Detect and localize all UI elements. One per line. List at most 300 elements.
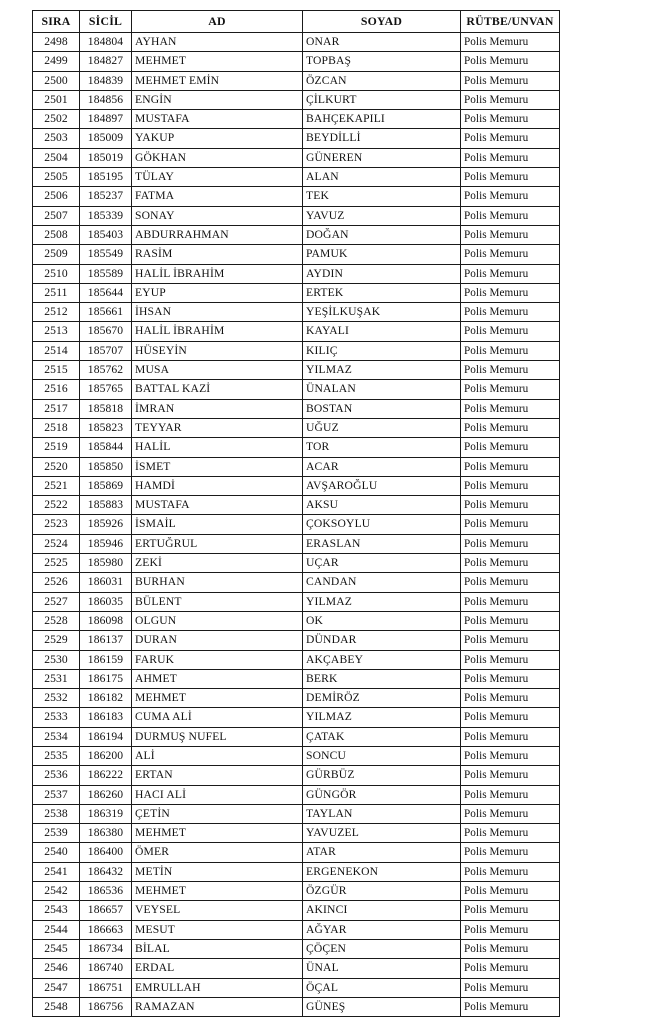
cell-rutbe: Polis Memuru	[461, 129, 560, 148]
table-row	[33, 206, 560, 225]
cell-rutbe: Polis Memuru	[461, 361, 560, 380]
cell-sicil: 186159	[80, 650, 132, 669]
cell-sira: 2518	[33, 418, 80, 437]
cell-rutbe: Polis Memuru	[461, 148, 560, 167]
roster-table-container	[32, 10, 559, 1017]
cell-ad: RAMAZAN	[132, 997, 303, 1016]
cell-sicil: 186756	[80, 997, 132, 1016]
cell-soyad: ÇÖÇEN	[303, 939, 461, 958]
cell-ad: DURMUŞ NUFEL	[132, 727, 303, 746]
cell-soyad: TOR	[303, 438, 461, 457]
cell-sicil: 185883	[80, 496, 132, 515]
table-row	[33, 52, 560, 71]
cell-soyad: AYDIN	[303, 264, 461, 283]
table-row	[33, 187, 560, 206]
cell-soyad: ÇOKSOYLU	[303, 515, 461, 534]
table-row	[33, 554, 560, 573]
cell-ad: ABDURRAHMAN	[132, 225, 303, 244]
cell-sicil: 186319	[80, 804, 132, 823]
cell-ad: AHMET	[132, 669, 303, 688]
table-header	[33, 11, 560, 33]
cell-sira: 2531	[33, 669, 80, 688]
cell-rutbe: Polis Memuru	[461, 554, 560, 573]
table-row	[33, 438, 560, 457]
cell-rutbe: Polis Memuru	[461, 283, 560, 302]
table-row	[33, 264, 560, 283]
cell-sicil: 185818	[80, 399, 132, 418]
cell-rutbe: Polis Memuru	[461, 438, 560, 457]
cell-sira: 2538	[33, 804, 80, 823]
table-row	[33, 611, 560, 630]
cell-rutbe: Polis Memuru	[461, 187, 560, 206]
cell-sira: 2501	[33, 90, 80, 109]
cell-rutbe: Polis Memuru	[461, 399, 560, 418]
table-row	[33, 341, 560, 360]
cell-sicil: 186380	[80, 824, 132, 843]
cell-sira: 2543	[33, 901, 80, 920]
table-row	[33, 90, 560, 109]
cell-soyad: AĞYAR	[303, 920, 461, 939]
cell-sicil: 186536	[80, 882, 132, 901]
cell-soyad: YEŞİLKUŞAK	[303, 303, 461, 322]
cell-sicil: 185980	[80, 554, 132, 573]
cell-sira: 2530	[33, 650, 80, 669]
table-row	[33, 283, 560, 302]
table-row	[33, 862, 560, 881]
cell-ad: EMRULLAH	[132, 978, 303, 997]
cell-soyad: KILIÇ	[303, 341, 461, 360]
cell-soyad: BAHÇEKAPILI	[303, 110, 461, 129]
cell-rutbe: Polis Memuru	[461, 804, 560, 823]
table-row	[33, 245, 560, 264]
table-row	[33, 496, 560, 515]
cell-rutbe: Polis Memuru	[461, 573, 560, 592]
cell-rutbe: Polis Memuru	[461, 496, 560, 515]
cell-soyad: YILMAZ	[303, 361, 461, 380]
cell-rutbe: Polis Memuru	[461, 90, 560, 109]
cell-sira: 2517	[33, 399, 80, 418]
cell-sicil: 185237	[80, 187, 132, 206]
cell-sira: 2512	[33, 303, 80, 322]
cell-ad: HALİL İBRAHİM	[132, 322, 303, 341]
column-header-ad: AD	[132, 11, 303, 33]
table-row	[33, 322, 560, 341]
table-row	[33, 418, 560, 437]
cell-sira: 2519	[33, 438, 80, 457]
cell-rutbe: Polis Memuru	[461, 689, 560, 708]
cell-sira: 2522	[33, 496, 80, 515]
cell-ad: TEYYAR	[132, 418, 303, 437]
table-row	[33, 920, 560, 939]
header-row	[33, 11, 560, 33]
column-header-soyad: SOYAD	[303, 11, 461, 33]
table-row	[33, 804, 560, 823]
cell-soyad: DEMİRÖZ	[303, 689, 461, 708]
cell-sicil: 184827	[80, 52, 132, 71]
cell-soyad: ÜNALAN	[303, 380, 461, 399]
cell-rutbe: Polis Memuru	[461, 939, 560, 958]
cell-ad: ÇETİN	[132, 804, 303, 823]
table-row	[33, 168, 560, 187]
cell-rutbe: Polis Memuru	[461, 303, 560, 322]
table-row	[33, 361, 560, 380]
cell-sicil: 185661	[80, 303, 132, 322]
cell-sira: 2515	[33, 361, 80, 380]
cell-rutbe: Polis Memuru	[461, 746, 560, 765]
table-row	[33, 380, 560, 399]
table-row	[33, 708, 560, 727]
cell-soyad: ERASLAN	[303, 534, 461, 553]
cell-sicil: 186182	[80, 689, 132, 708]
cell-sicil: 186200	[80, 746, 132, 765]
cell-rutbe: Polis Memuru	[461, 515, 560, 534]
cell-ad: HALİL İBRAHİM	[132, 264, 303, 283]
cell-rutbe: Polis Memuru	[461, 457, 560, 476]
cell-sira: 2503	[33, 129, 80, 148]
cell-sicil: 184897	[80, 110, 132, 129]
cell-rutbe: Polis Memuru	[461, 322, 560, 341]
cell-sicil: 185844	[80, 438, 132, 457]
cell-ad: BATTAL KAZİ	[132, 380, 303, 399]
table-row	[33, 71, 560, 90]
table-row	[33, 534, 560, 553]
cell-ad: AYHAN	[132, 33, 303, 52]
cell-sicil: 184804	[80, 33, 132, 52]
cell-ad: ÖMER	[132, 843, 303, 862]
cell-ad: ERDAL	[132, 959, 303, 978]
cell-sicil: 184856	[80, 90, 132, 109]
cell-ad: ERTAN	[132, 766, 303, 785]
cell-sira: 2532	[33, 689, 80, 708]
cell-rutbe: Polis Memuru	[461, 959, 560, 978]
cell-sira: 2525	[33, 554, 80, 573]
cell-sira: 2545	[33, 939, 80, 958]
cell-ad: METİN	[132, 862, 303, 881]
cell-rutbe: Polis Memuru	[461, 766, 560, 785]
cell-ad: MUSA	[132, 361, 303, 380]
cell-soyad: YILMAZ	[303, 708, 461, 727]
cell-sira: 2499	[33, 52, 80, 71]
cell-ad: MEHMET	[132, 882, 303, 901]
table-row	[33, 882, 560, 901]
cell-sira: 2546	[33, 959, 80, 978]
column-header-rutbe: RÜTBE/UNVAN	[461, 11, 560, 33]
cell-sicil: 185019	[80, 148, 132, 167]
cell-sicil: 184839	[80, 71, 132, 90]
cell-soyad: UĞUZ	[303, 418, 461, 437]
cell-sira: 2544	[33, 920, 80, 939]
cell-rutbe: Polis Memuru	[461, 882, 560, 901]
cell-sicil: 185549	[80, 245, 132, 264]
cell-soyad: ALAN	[303, 168, 461, 187]
table-row	[33, 592, 560, 611]
cell-soyad: ÜNAL	[303, 959, 461, 978]
cell-rutbe: Polis Memuru	[461, 71, 560, 90]
cell-rutbe: Polis Memuru	[461, 650, 560, 669]
cell-rutbe: Polis Memuru	[461, 168, 560, 187]
cell-sira: 2528	[33, 611, 80, 630]
cell-ad: RASİM	[132, 245, 303, 264]
cell-sicil: 185589	[80, 264, 132, 283]
cell-rutbe: Polis Memuru	[461, 418, 560, 437]
cell-ad: VEYSEL	[132, 901, 303, 920]
table-body	[33, 33, 560, 1017]
cell-sira: 2506	[33, 187, 80, 206]
cell-sicil: 185869	[80, 476, 132, 495]
cell-sicil: 186260	[80, 785, 132, 804]
cell-sicil: 186183	[80, 708, 132, 727]
column-header-sicil: SİCİL	[80, 11, 132, 33]
cell-sira: 2542	[33, 882, 80, 901]
cell-sicil: 186734	[80, 939, 132, 958]
cell-soyad: OK	[303, 611, 461, 630]
cell-rutbe: Polis Memuru	[461, 669, 560, 688]
cell-sicil: 186098	[80, 611, 132, 630]
cell-rutbe: Polis Memuru	[461, 611, 560, 630]
table-row	[33, 766, 560, 785]
cell-sira: 2534	[33, 727, 80, 746]
cell-rutbe: Polis Memuru	[461, 824, 560, 843]
cell-ad: İHSAN	[132, 303, 303, 322]
cell-ad: YAKUP	[132, 129, 303, 148]
table-row	[33, 573, 560, 592]
table-row	[33, 148, 560, 167]
cell-soyad: ACAR	[303, 457, 461, 476]
cell-ad: MESUT	[132, 920, 303, 939]
cell-sira: 2509	[33, 245, 80, 264]
cell-sicil: 185823	[80, 418, 132, 437]
cell-ad: İMRAN	[132, 399, 303, 418]
cell-rutbe: Polis Memuru	[461, 920, 560, 939]
table-row	[33, 785, 560, 804]
table-row	[33, 303, 560, 322]
table-row	[33, 33, 560, 52]
cell-sira: 2516	[33, 380, 80, 399]
cell-soyad: SONCU	[303, 746, 461, 765]
cell-sicil: 186031	[80, 573, 132, 592]
cell-soyad: BOSTAN	[303, 399, 461, 418]
cell-sicil: 185009	[80, 129, 132, 148]
cell-soyad: PAMUK	[303, 245, 461, 264]
cell-ad: HACI ALİ	[132, 785, 303, 804]
cell-sira: 2529	[33, 631, 80, 650]
cell-rutbe: Polis Memuru	[461, 631, 560, 650]
cell-rutbe: Polis Memuru	[461, 225, 560, 244]
table-row	[33, 515, 560, 534]
cell-soyad: AKSU	[303, 496, 461, 515]
cell-sicil: 185926	[80, 515, 132, 534]
cell-sira: 2523	[33, 515, 80, 534]
cell-sicil: 185403	[80, 225, 132, 244]
cell-sira: 2533	[33, 708, 80, 727]
table-row	[33, 959, 560, 978]
cell-sicil: 186137	[80, 631, 132, 650]
cell-ad: FARUK	[132, 650, 303, 669]
cell-sira: 2541	[33, 862, 80, 881]
table-row	[33, 399, 560, 418]
cell-soyad: YAVUZ	[303, 206, 461, 225]
table-row	[33, 901, 560, 920]
cell-sira: 2505	[33, 168, 80, 187]
cell-ad: BURHAN	[132, 573, 303, 592]
table-row	[33, 631, 560, 650]
cell-soyad: YAVUZEL	[303, 824, 461, 843]
table-row	[33, 843, 560, 862]
cell-ad: MEHMET	[132, 52, 303, 71]
cell-rutbe: Polis Memuru	[461, 380, 560, 399]
column-header-sira: SIRA	[33, 11, 80, 33]
table-row	[33, 110, 560, 129]
cell-sira: 2535	[33, 746, 80, 765]
cell-ad: SONAY	[132, 206, 303, 225]
table-row	[33, 650, 560, 669]
cell-sicil: 186740	[80, 959, 132, 978]
cell-soyad: ÇATAK	[303, 727, 461, 746]
cell-ad: MEHMET EMİN	[132, 71, 303, 90]
cell-sicil: 185850	[80, 457, 132, 476]
cell-sira: 2507	[33, 206, 80, 225]
cell-sira: 2526	[33, 573, 80, 592]
cell-sira: 2511	[33, 283, 80, 302]
cell-sicil: 186400	[80, 843, 132, 862]
table-row	[33, 225, 560, 244]
cell-sira: 2547	[33, 978, 80, 997]
cell-ad: HÜSEYİN	[132, 341, 303, 360]
cell-soyad: AKÇABEY	[303, 650, 461, 669]
cell-ad: EYUP	[132, 283, 303, 302]
cell-ad: İSMET	[132, 457, 303, 476]
cell-rutbe: Polis Memuru	[461, 534, 560, 553]
cell-ad: MUSTAFA	[132, 496, 303, 515]
cell-rutbe: Polis Memuru	[461, 843, 560, 862]
cell-soyad: AKINCI	[303, 901, 461, 920]
cell-sicil: 186035	[80, 592, 132, 611]
cell-ad: ALİ	[132, 746, 303, 765]
cell-soyad: ÖZGÜR	[303, 882, 461, 901]
cell-rutbe: Polis Memuru	[461, 785, 560, 804]
cell-sicil: 186657	[80, 901, 132, 920]
table-row	[33, 939, 560, 958]
cell-sira: 2524	[33, 534, 80, 553]
cell-sira: 2498	[33, 33, 80, 52]
cell-sicil: 185762	[80, 361, 132, 380]
cell-ad: FATMA	[132, 187, 303, 206]
cell-soyad: TEK	[303, 187, 461, 206]
cell-soyad: UÇAR	[303, 554, 461, 573]
cell-rutbe: Polis Memuru	[461, 110, 560, 129]
cell-soyad: GÜNGÖR	[303, 785, 461, 804]
cell-sira: 2500	[33, 71, 80, 90]
cell-rutbe: Polis Memuru	[461, 341, 560, 360]
cell-soyad: ERTEK	[303, 283, 461, 302]
cell-sicil: 185946	[80, 534, 132, 553]
table-row	[33, 476, 560, 495]
cell-rutbe: Polis Memuru	[461, 708, 560, 727]
table-row	[33, 727, 560, 746]
cell-rutbe: Polis Memuru	[461, 997, 560, 1016]
cell-sira: 2513	[33, 322, 80, 341]
cell-soyad: DOĞAN	[303, 225, 461, 244]
cell-soyad: KAYALI	[303, 322, 461, 341]
cell-soyad: TAYLAN	[303, 804, 461, 823]
cell-soyad: TOPBAŞ	[303, 52, 461, 71]
cell-sira: 2527	[33, 592, 80, 611]
table-row	[33, 997, 560, 1016]
cell-ad: MEHMET	[132, 824, 303, 843]
table-row	[33, 689, 560, 708]
cell-soyad: GÜRBÜZ	[303, 766, 461, 785]
cell-rutbe: Polis Memuru	[461, 727, 560, 746]
table-row	[33, 129, 560, 148]
cell-soyad: GÜNEŞ	[303, 997, 461, 1016]
cell-rutbe: Polis Memuru	[461, 52, 560, 71]
cell-sira: 2508	[33, 225, 80, 244]
cell-ad: ENGİN	[132, 90, 303, 109]
cell-soyad: CANDAN	[303, 573, 461, 592]
cell-ad: TÜLAY	[132, 168, 303, 187]
cell-sicil: 185670	[80, 322, 132, 341]
cell-ad: İSMAİL	[132, 515, 303, 534]
table-row	[33, 457, 560, 476]
table-row	[33, 669, 560, 688]
cell-soyad: ONAR	[303, 33, 461, 52]
cell-ad: MEHMET	[132, 689, 303, 708]
cell-rutbe: Polis Memuru	[461, 476, 560, 495]
table-row	[33, 824, 560, 843]
cell-soyad: GÜNEREN	[303, 148, 461, 167]
cell-sira: 2504	[33, 148, 80, 167]
cell-sicil: 185644	[80, 283, 132, 302]
cell-soyad: ATAR	[303, 843, 461, 862]
cell-sira: 2539	[33, 824, 80, 843]
personnel-roster-table	[32, 10, 560, 1017]
cell-soyad: DÜNDAR	[303, 631, 461, 650]
cell-ad: HAMDİ	[132, 476, 303, 495]
cell-sicil: 186194	[80, 727, 132, 746]
cell-sira: 2537	[33, 785, 80, 804]
table-row	[33, 746, 560, 765]
cell-sicil: 185707	[80, 341, 132, 360]
cell-soyad: AVŞAROĞLU	[303, 476, 461, 495]
cell-sicil: 186222	[80, 766, 132, 785]
cell-sira: 2548	[33, 997, 80, 1016]
cell-ad: BÜLENT	[132, 592, 303, 611]
cell-rutbe: Polis Memuru	[461, 978, 560, 997]
cell-rutbe: Polis Memuru	[461, 245, 560, 264]
cell-ad: ERTUĞRUL	[132, 534, 303, 553]
cell-sicil: 185339	[80, 206, 132, 225]
cell-rutbe: Polis Memuru	[461, 264, 560, 283]
cell-ad: HALİL	[132, 438, 303, 457]
cell-sira: 2540	[33, 843, 80, 862]
cell-sicil: 185765	[80, 380, 132, 399]
cell-ad: OLGUN	[132, 611, 303, 630]
cell-sicil: 186663	[80, 920, 132, 939]
cell-sira: 2521	[33, 476, 80, 495]
cell-sicil: 186432	[80, 862, 132, 881]
cell-sira: 2520	[33, 457, 80, 476]
cell-soyad: ÖÇAL	[303, 978, 461, 997]
cell-sira: 2514	[33, 341, 80, 360]
cell-rutbe: Polis Memuru	[461, 206, 560, 225]
cell-sicil: 185195	[80, 168, 132, 187]
cell-ad: CUMA ALİ	[132, 708, 303, 727]
cell-sira: 2510	[33, 264, 80, 283]
cell-sira: 2536	[33, 766, 80, 785]
cell-ad: BİLAL	[132, 939, 303, 958]
cell-rutbe: Polis Memuru	[461, 901, 560, 920]
cell-soyad: BEYDİLLİ	[303, 129, 461, 148]
